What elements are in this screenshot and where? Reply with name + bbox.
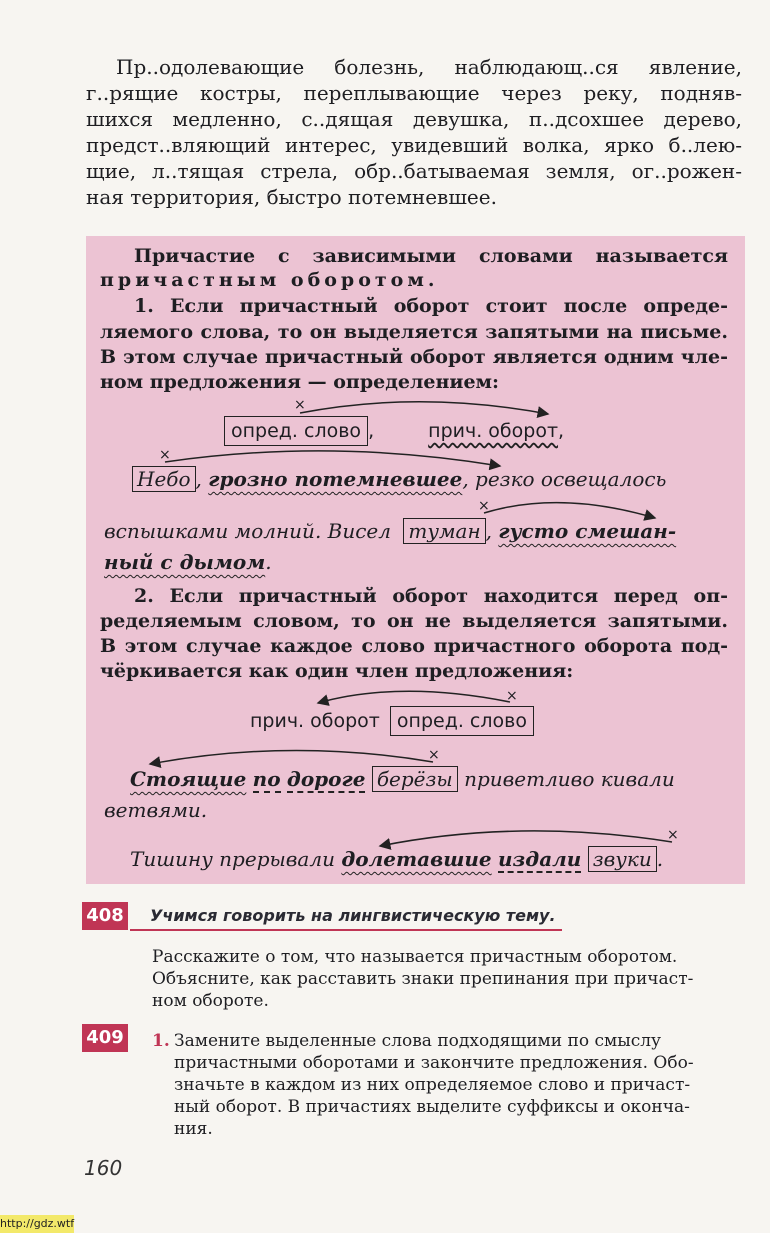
schema-defined-word: опред. слово bbox=[390, 706, 534, 736]
task-line: Объясните, как расставить знаки препинания при причаст- bbox=[152, 969, 694, 989]
example-3-line bbox=[130, 846, 663, 872]
cross-mark: × bbox=[506, 688, 518, 704]
rule-point2-line: 2. Если причастный оборот находится перед оп- bbox=[134, 585, 728, 607]
exercise-text bbox=[86, 54, 742, 210]
cross-mark: × bbox=[667, 827, 679, 843]
example-participle-word: долетавшие bbox=[341, 847, 492, 871]
example-text: , резко освещалось bbox=[462, 467, 667, 491]
rule-point1-line: ном предложения — определением: bbox=[100, 371, 500, 393]
schema-participle-phrase: прич. оборот bbox=[250, 710, 380, 732]
task-line: ном обороте. bbox=[152, 991, 269, 1011]
exercise-line: щие, л..тящая стрела, обр..батываемая земля, ог..рожен- bbox=[86, 159, 742, 183]
schema-1 bbox=[224, 416, 564, 446]
exercise-line: Пр..одолевающие болезнь, наблюдающ..ся явление, bbox=[116, 55, 742, 79]
example-1-line-2 bbox=[104, 518, 676, 544]
page-number: 160 bbox=[84, 1156, 123, 1180]
task-line: Расскажите о том, что называется причастным оборотом. bbox=[152, 947, 678, 967]
rule-definition-line: Причастие с зависимыми словами называется bbox=[134, 245, 728, 267]
example-2-line-1 bbox=[130, 766, 675, 792]
example-participle-phrase: грозно потемневшее bbox=[208, 467, 463, 491]
schema-comma: , bbox=[368, 420, 375, 442]
example-defined-word: туман bbox=[403, 518, 485, 544]
cross-mark: × bbox=[428, 747, 440, 763]
cross-mark: × bbox=[159, 447, 171, 463]
example-participle-phrase: ный с дымом bbox=[104, 550, 266, 574]
task-line: ния. bbox=[174, 1119, 213, 1139]
schema-2 bbox=[250, 706, 534, 736]
task-number-badge: 409 bbox=[82, 1024, 128, 1052]
example-text: . bbox=[656, 847, 664, 871]
rule-point2-line: чёркивается как один член предложения: bbox=[100, 660, 574, 682]
example-defined-word: звуки bbox=[588, 846, 657, 872]
example-participle-word: по bbox=[252, 767, 281, 791]
example-participle-phrase: густо смешан- bbox=[498, 519, 677, 543]
example-1-line-3 bbox=[104, 550, 272, 574]
cross-mark: × bbox=[294, 397, 306, 413]
task-item-number: 1. bbox=[152, 1031, 170, 1051]
example-text: . bbox=[265, 550, 272, 574]
example-participle-word: Стоящие bbox=[130, 767, 247, 791]
task-heading: Учимся говорить на лингвистическую тему. bbox=[150, 906, 556, 925]
exercise-line: г..рящие костры, переплывающие через реку, подняв- bbox=[86, 81, 742, 105]
example-text: вспышками молний. Висел bbox=[104, 519, 392, 543]
rule-point1-line: ляемого слова, то он выделяется запятыми на письме. bbox=[100, 321, 728, 343]
rule-point2-line: ределяемым словом, то он не выделяется запятыми. bbox=[100, 610, 728, 632]
example-text: приветливо кивали bbox=[464, 767, 675, 791]
exercise-line: шихся медленно, с..дящая девушка, п..дсохшее дерево, bbox=[86, 107, 742, 131]
schema-comma: , bbox=[558, 420, 565, 442]
rule-point1-line: 1. Если причастный оборот стоит после опреде- bbox=[134, 295, 728, 317]
rule-term: причастным оборотом. bbox=[100, 269, 439, 291]
example-defined-word: Небо bbox=[132, 466, 196, 492]
task-line: причастными оборотами и закончите предложения. Обо- bbox=[174, 1053, 694, 1073]
task-line: Замените выделенные слова подходящими по смыслу bbox=[174, 1031, 662, 1051]
exercise-line: предст..вляющий интерес, увидевший волка, ярко б..лею- bbox=[86, 133, 742, 157]
task-line: значьте в каждом из них определяемое слово и причаст- bbox=[174, 1075, 691, 1095]
watermark-link[interactable]: http://gdz.wtf bbox=[0, 1215, 74, 1233]
task-number-badge: 408 bbox=[82, 902, 128, 930]
heading-underline bbox=[130, 929, 562, 931]
example-comma: , bbox=[485, 519, 492, 543]
exercise-line: ная территория, быстро потемневшее. bbox=[86, 185, 497, 209]
example-participle-word: дороге bbox=[286, 767, 366, 791]
cross-mark: × bbox=[478, 498, 490, 514]
schema-defined-word: опред. слово bbox=[224, 416, 368, 446]
example-participle-word: издали bbox=[498, 847, 582, 871]
example-text: Тишину прерывали bbox=[130, 847, 335, 871]
schema-participle-phrase: прич. оборот bbox=[428, 420, 559, 442]
rule-point2-line: В этом случае каждое слово причастного оборота под- bbox=[100, 635, 728, 657]
task-line: ный оборот. В причастиях выделите суффиксы и оконча- bbox=[174, 1097, 690, 1117]
example-1-line-1 bbox=[132, 466, 666, 492]
rule-point1-line: В этом случае причастный оборот является одним чле- bbox=[100, 346, 728, 368]
example-2-line-2: ветвями. bbox=[104, 798, 208, 822]
example-defined-word: берёзы bbox=[372, 766, 458, 792]
example-comma: , bbox=[195, 467, 202, 491]
